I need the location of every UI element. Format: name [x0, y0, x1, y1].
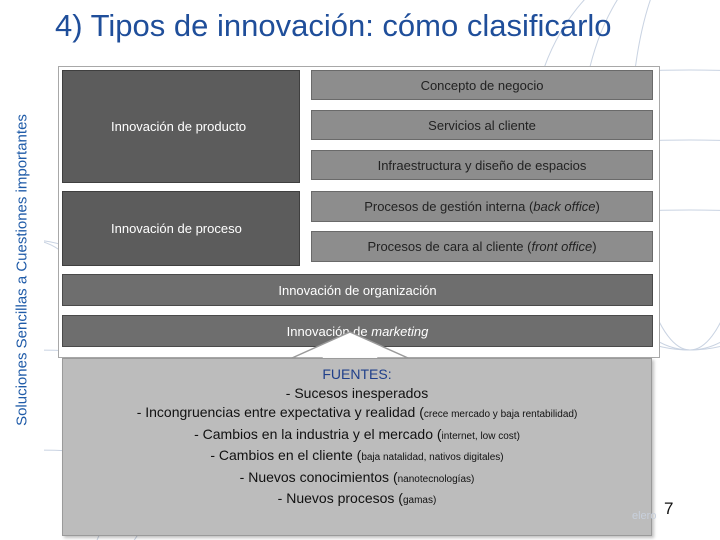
organization-innovation-label: Innovación de organización: [278, 282, 437, 298]
process-innovation-box: [62, 191, 300, 266]
marketing-innovation-label: Innovación de marketing: [286, 323, 429, 339]
back-office-label: Procesos de gestión interna (back office): [364, 199, 600, 214]
front-office-box: [311, 231, 653, 262]
source-line: - Incongruencias entre expectativa y realidad (crece mercado y baja rentabilidad): [136, 404, 578, 421]
source-line: - Sucesos inesperados: [285, 385, 429, 401]
business-concept-label: Concepto de negocio: [420, 77, 544, 93]
source-line: - Nuevos procesos (gamas): [277, 490, 437, 507]
page-title: 4) Tipos de innovación: cómo clasificarlo: [55, 8, 612, 43]
product-innovation-label: Innovación de producto: [111, 119, 247, 134]
page-number: 7: [664, 499, 674, 518]
product-innovation-box: [62, 70, 300, 183]
sidebar: [0, 0, 44, 540]
business-concept-box: [311, 70, 653, 100]
source-line: - Nuevos conocimientos (nanotecnologías): [239, 468, 475, 485]
source-line: - Cambios en la industria y el mercado (internet, low cost): [194, 425, 520, 442]
source-line: - Cambios en el cliente (baja natalidad, nativos digitales): [210, 447, 504, 464]
sources-title: FUENTES:: [322, 366, 392, 382]
front-office-label: Procesos de cara al cliente (front office): [367, 239, 597, 254]
footer-ghost-text: elero: [632, 510, 657, 522]
sidebar-text: Soluciones Sencillas a Cuestiones importantes: [13, 114, 31, 426]
process-innovation-label: Innovación de proceso: [111, 221, 242, 236]
back-office-box: [311, 191, 653, 222]
customer-services-box: [311, 110, 653, 140]
infrastructure-box: [311, 150, 653, 180]
infrastructure-label: Infraestructura y diseño de espacios: [377, 157, 587, 173]
sources-box: [62, 358, 652, 536]
innovation-diagram: [58, 66, 660, 358]
organization-innovation-box: [62, 274, 653, 306]
customer-services-label: Servicios al cliente: [428, 117, 536, 133]
